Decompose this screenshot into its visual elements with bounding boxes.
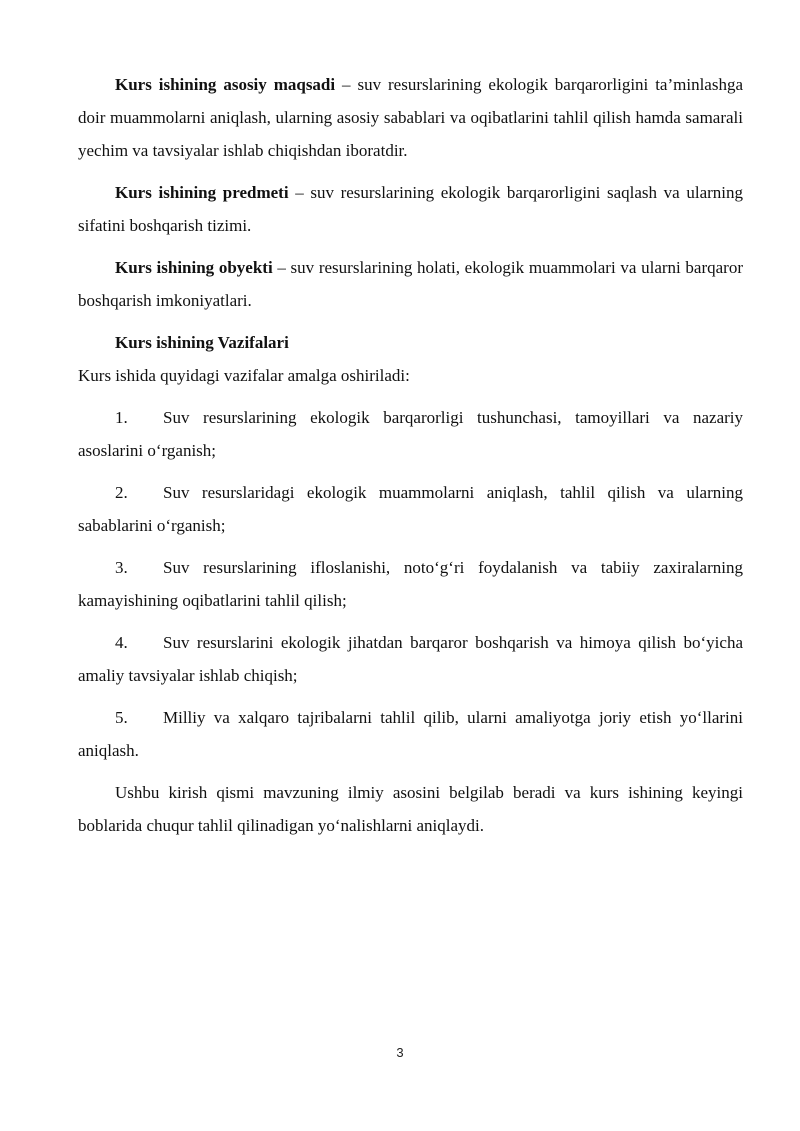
task-number: 4. [115, 633, 128, 652]
object-text: – suv resurslarining holati, ekologik muammolari va ularni barqaror boshqarish imkoniyatlari. [78, 258, 743, 310]
task-number: 1. [115, 408, 128, 427]
goal-label: Kurs ishining asosiy maqsadi [115, 75, 336, 94]
task-number: 3. [115, 558, 128, 577]
page-number: 3 [396, 1045, 404, 1060]
object-paragraph [78, 251, 743, 317]
closing-paragraph: Ushbu kirish qismi mavzuning ilmiy asosini belgilab beradi va kurs ishining keyingi boblarida chuqur tahlil qilinadigan yo‘nalishlarni aniqlaydi. [78, 783, 743, 835]
task-item-3 [78, 551, 743, 617]
task-text: Suv resurslaridagi ekologik muammolarni aniqlash, tahlil qilish va ularning sabablarini o‘rganish; [78, 483, 743, 535]
task-item-5 [78, 701, 743, 767]
task-item-4 [78, 626, 743, 692]
goal-paragraph [78, 68, 743, 167]
task-text: Milliy va xalqaro tajribalarni tahlil qilib, ularni amaliyotga joriy etish yo‘llarini aniqlash. [78, 708, 743, 760]
task-text: Suv resurslarining ifloslanishi, noto‘g‘ri foydalanish va tabiiy zaxiralarning kamayishining oqibatlarini tahlil qilish; [78, 558, 743, 610]
task-number: 2. [115, 483, 128, 502]
document-page [78, 68, 743, 851]
object-label: Kurs ishining obyekti [115, 258, 273, 277]
subject-text: – suv resurslarining ekologik barqarorligini saqlash va ularning sifatini boshqarish tizimi. [78, 183, 743, 235]
task-item-1 [78, 401, 743, 467]
task-item-2 [78, 476, 743, 542]
tasks-intro: Kurs ishida quyidagi vazifalar amalga oshiriladi: [78, 366, 410, 385]
goal-text: – suv resurslarining ekologik barqarorligini ta’minlashga doir muammolarni aniqlash, ularning asosiy sabablari va oqibatlarini tahlil qilish hamda samarali yechim va tavsiyalar ishlab chiqishdan iboratdir. [78, 75, 744, 160]
subject-paragraph [78, 176, 743, 242]
task-text: Suv resurslarini ekologik jihatdan barqaror boshqarish va himoya qilish bo‘yicha amaliy tavsiyalar ishlab chiqish; [78, 633, 743, 685]
subject-label: Kurs ishining predmeti [115, 183, 289, 202]
task-text: Suv resurslarining ekologik barqarorligi tushunchasi, tamoyillari va nazariy asoslarini o‘rganish; [78, 408, 743, 460]
task-number: 5. [115, 708, 128, 727]
tasks-heading: Kurs ishining Vazifalari [115, 333, 289, 352]
